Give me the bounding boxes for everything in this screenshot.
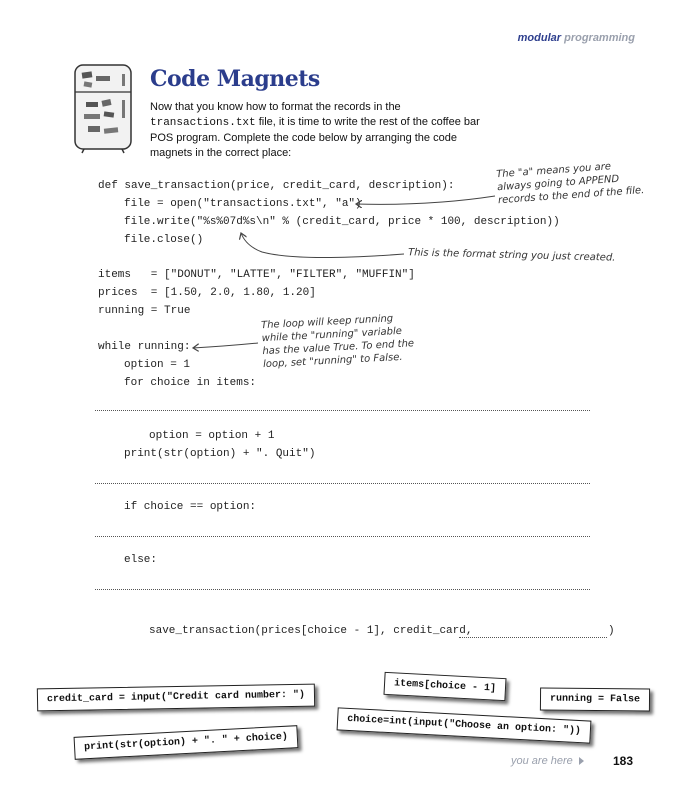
intro-paragraph xyxy=(150,100,480,161)
code-line-save-call: save_transaction(prices[choice - 1], credit_card, xyxy=(149,625,473,637)
footer-you-are-here: you are here xyxy=(511,755,573,767)
blank-line-3[interactable] xyxy=(95,536,590,537)
intro-text-2: file, it is time to write the rest of the coffee bar POS program. Complete the code below by arranging the code magnets in the correct place: xyxy=(150,116,480,159)
code-line-save-call-close: ) xyxy=(608,625,615,637)
code-line-open: file = open("transactions.txt", "a") xyxy=(124,198,362,210)
play-arrow-icon xyxy=(579,757,584,765)
magnet-running-false[interactable]: running = False xyxy=(540,688,650,712)
code-line-print-quit: print(str(option) + ". Quit") xyxy=(124,448,316,460)
code-line-def: def save_transaction(price, credit_card, description): xyxy=(98,180,455,192)
blank-line-2[interactable] xyxy=(95,483,590,484)
fridge-icon xyxy=(72,62,136,154)
annotation-loop: The loop will keep running while the "running" variable has the value True. To end the loop, set "running" to False. xyxy=(260,313,415,371)
arrow-loop xyxy=(193,343,258,348)
annotation-append: The "a" means you are always going to APPEND records to the end of the file. xyxy=(495,161,645,207)
intro-text-1: Now that you know how to format the records in the xyxy=(150,101,401,113)
header-part2: programming xyxy=(564,32,635,44)
code-line-for: for choice in items: xyxy=(124,377,257,389)
page-title: Code Magnets xyxy=(150,66,320,92)
blank-line-4[interactable] xyxy=(95,589,590,590)
header-part1: modular xyxy=(517,32,562,44)
magnet-items-choice[interactable]: items[choice - 1] xyxy=(383,672,506,701)
blank-argument[interactable] xyxy=(459,637,607,638)
code-line-running: running = True xyxy=(98,305,191,317)
code-line-else: else: xyxy=(124,554,158,566)
code-line-prices: prices = [1.50, 2.0, 1.80, 1.20] xyxy=(98,287,316,299)
code-line-write: file.write("%s%07d%s\n" % (credit_card, price * 100, description)) xyxy=(124,216,560,228)
code-line-if: if choice == option: xyxy=(124,501,257,513)
page-number: 183 xyxy=(613,754,634,768)
intro-filename: transactions.txt xyxy=(150,117,256,129)
magnet-print-option[interactable]: print(str(option) + ". " + choice) xyxy=(74,725,299,760)
code-line-items: items = ["DONUT", "LATTE", "FILTER", "MUFFIN"] xyxy=(98,269,415,281)
code-line-close: file.close() xyxy=(124,234,204,246)
code-line-while: while running: xyxy=(98,341,191,353)
code-line-option: option = 1 xyxy=(124,359,191,371)
arrow-append xyxy=(356,196,495,204)
code-line-increment: option = option + 1 xyxy=(149,430,275,442)
magnet-credit-card-input[interactable]: credit_card = input("Credit card number: ") xyxy=(37,684,315,712)
running-header xyxy=(518,32,635,44)
annotation-format-string: This is the format string you just created. xyxy=(407,247,616,264)
magnet-choice-input[interactable]: choice=int(input("Choose an option: ")) xyxy=(337,707,592,743)
arrow-format-string xyxy=(241,233,404,258)
blank-line-1[interactable] xyxy=(95,410,590,411)
